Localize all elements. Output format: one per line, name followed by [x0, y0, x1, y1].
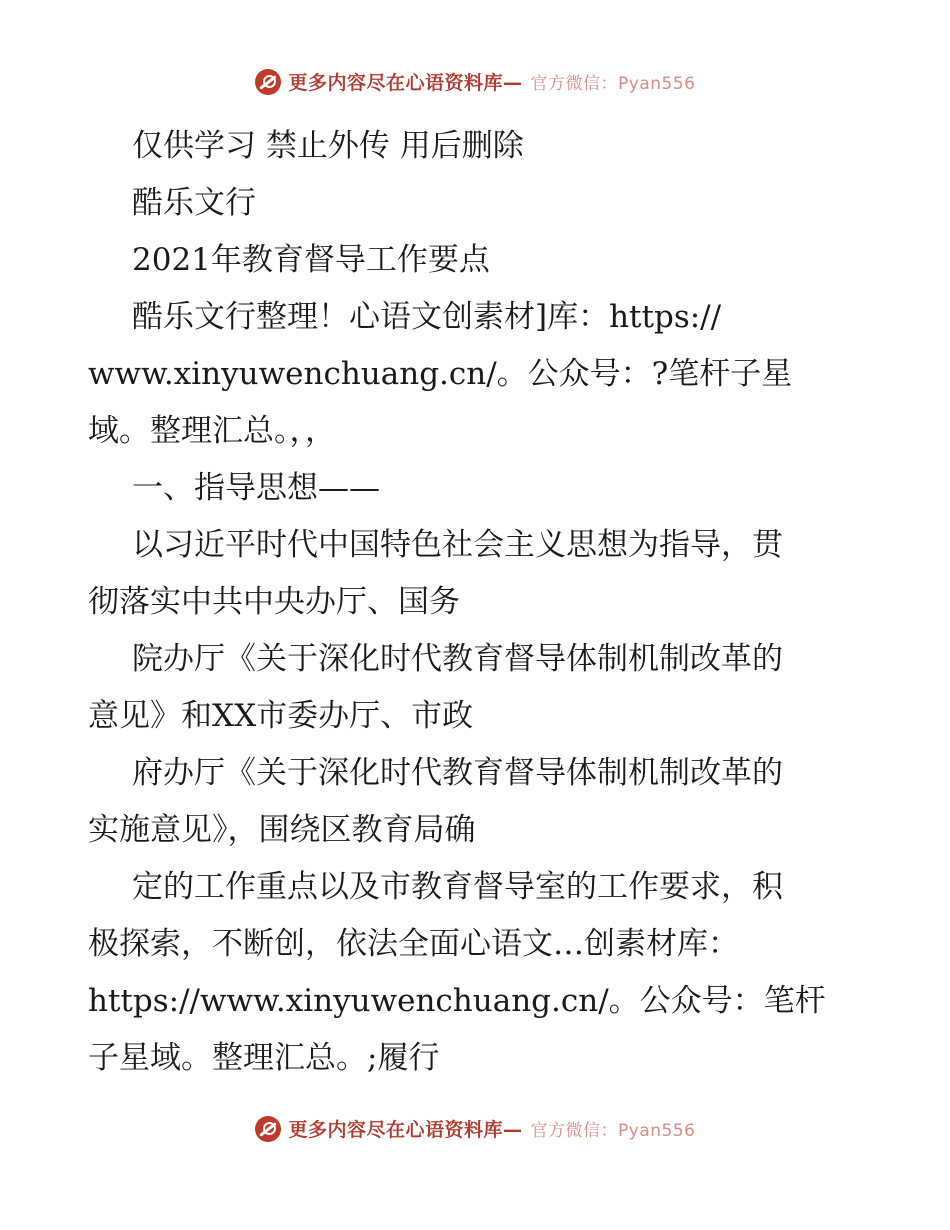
document-line: 以习近平时代中国特色社会主义思想为指导，贯 — [132, 527, 783, 563]
document-line: www.xinyuwenchuang.cn/。公众号：?笔杆子星 — [88, 356, 793, 392]
document-line: 实施意见》，围绕区教育局确 — [88, 812, 476, 848]
document-line: 定的工作重点以及市教育督导室的工作要求，积 — [132, 869, 783, 905]
watermark-banner-top — [0, 68, 950, 95]
document-line: 院办厅《关于深化时代教育督导体制机制改革的 — [132, 641, 783, 677]
document-body — [88, 118, 878, 1087]
watermark-sub-text: 官方微信：Pyan556 — [530, 74, 696, 94]
document-line: 意见》和XX市委办厅、市政 — [88, 698, 474, 734]
watermark-banner-bottom — [0, 1115, 950, 1142]
document-title: 2021年教育督导工作要点 — [132, 242, 490, 278]
watermark-sub-text: 官方微信：Pyan556 — [530, 1121, 696, 1141]
document-line: 子星域。整理汇总。;履行 — [88, 1040, 440, 1076]
document-line: 府办厅《关于深化时代教育督导体制机制改革的 — [132, 755, 783, 791]
document-line: 极探索，不断创，依法全面心语文…创素材库： — [88, 926, 739, 962]
document-line: https://www.xinyuwenchuang.cn/。公众号：笔杆 — [88, 983, 826, 1019]
document-line: 仅供学习 禁止外传 用后删除 — [132, 128, 524, 164]
magnifier-logo-icon — [255, 69, 281, 95]
document-line: 域。整理汇总。，， — [88, 413, 336, 449]
watermark-main-text: 更多内容尽在心语资料库— — [288, 1119, 523, 1141]
document-line: 酷乐文行 — [132, 185, 256, 221]
document-line: 彻落实中共中央办厅、国务 — [88, 584, 460, 620]
document-section-heading: 一、指导思想—— — [132, 470, 380, 506]
magnifier-logo-icon — [255, 1116, 281, 1142]
watermark-main-text: 更多内容尽在心语资料库— — [288, 72, 523, 94]
document-line: 酷乐文行整理！心语文创素材]库：https:// — [132, 299, 722, 335]
